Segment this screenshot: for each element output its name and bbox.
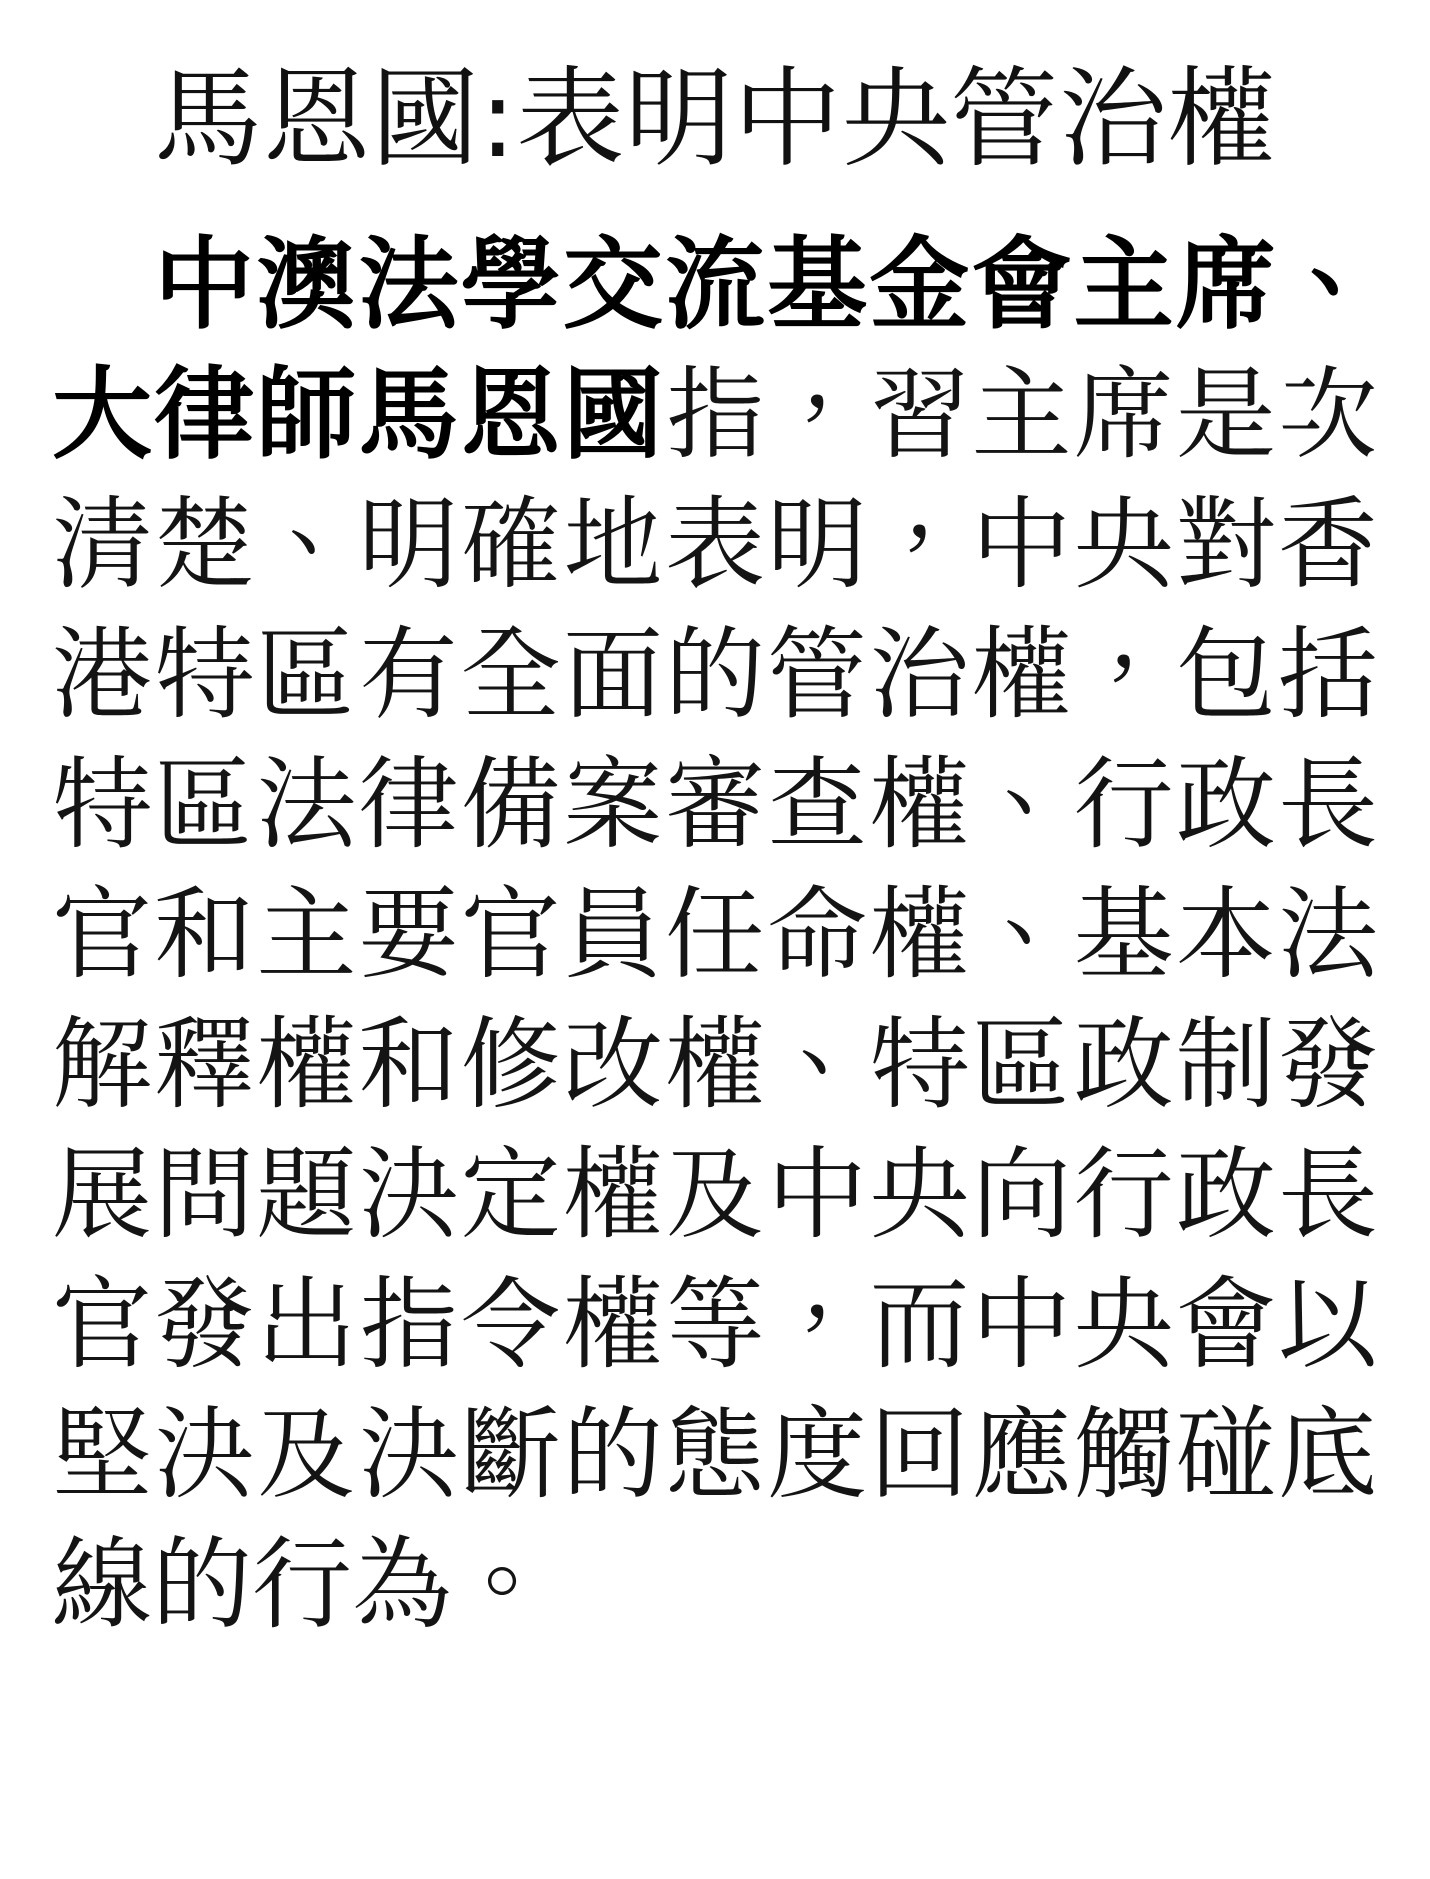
- article-text: 指，習主席是次清楚、明確地表明，中央對香港特區有全面的管治權，包括特區法律備案審查權、行政長官和主要官員任命權、基本法解釋權和修改權、特區政制發展問題決定權及中央向行政長官發出指令權等，而中央會以堅決及決斷的態度回應觸碰底線的行為。: [52, 355, 1378, 1643]
- article-body: [52, 220, 1378, 1650]
- article-lead-bold: 中澳法學交流基金會主席、大律師馬恩國: [52, 225, 1378, 473]
- page-title: 馬恩國:表明中央管治權: [154, 57, 1276, 182]
